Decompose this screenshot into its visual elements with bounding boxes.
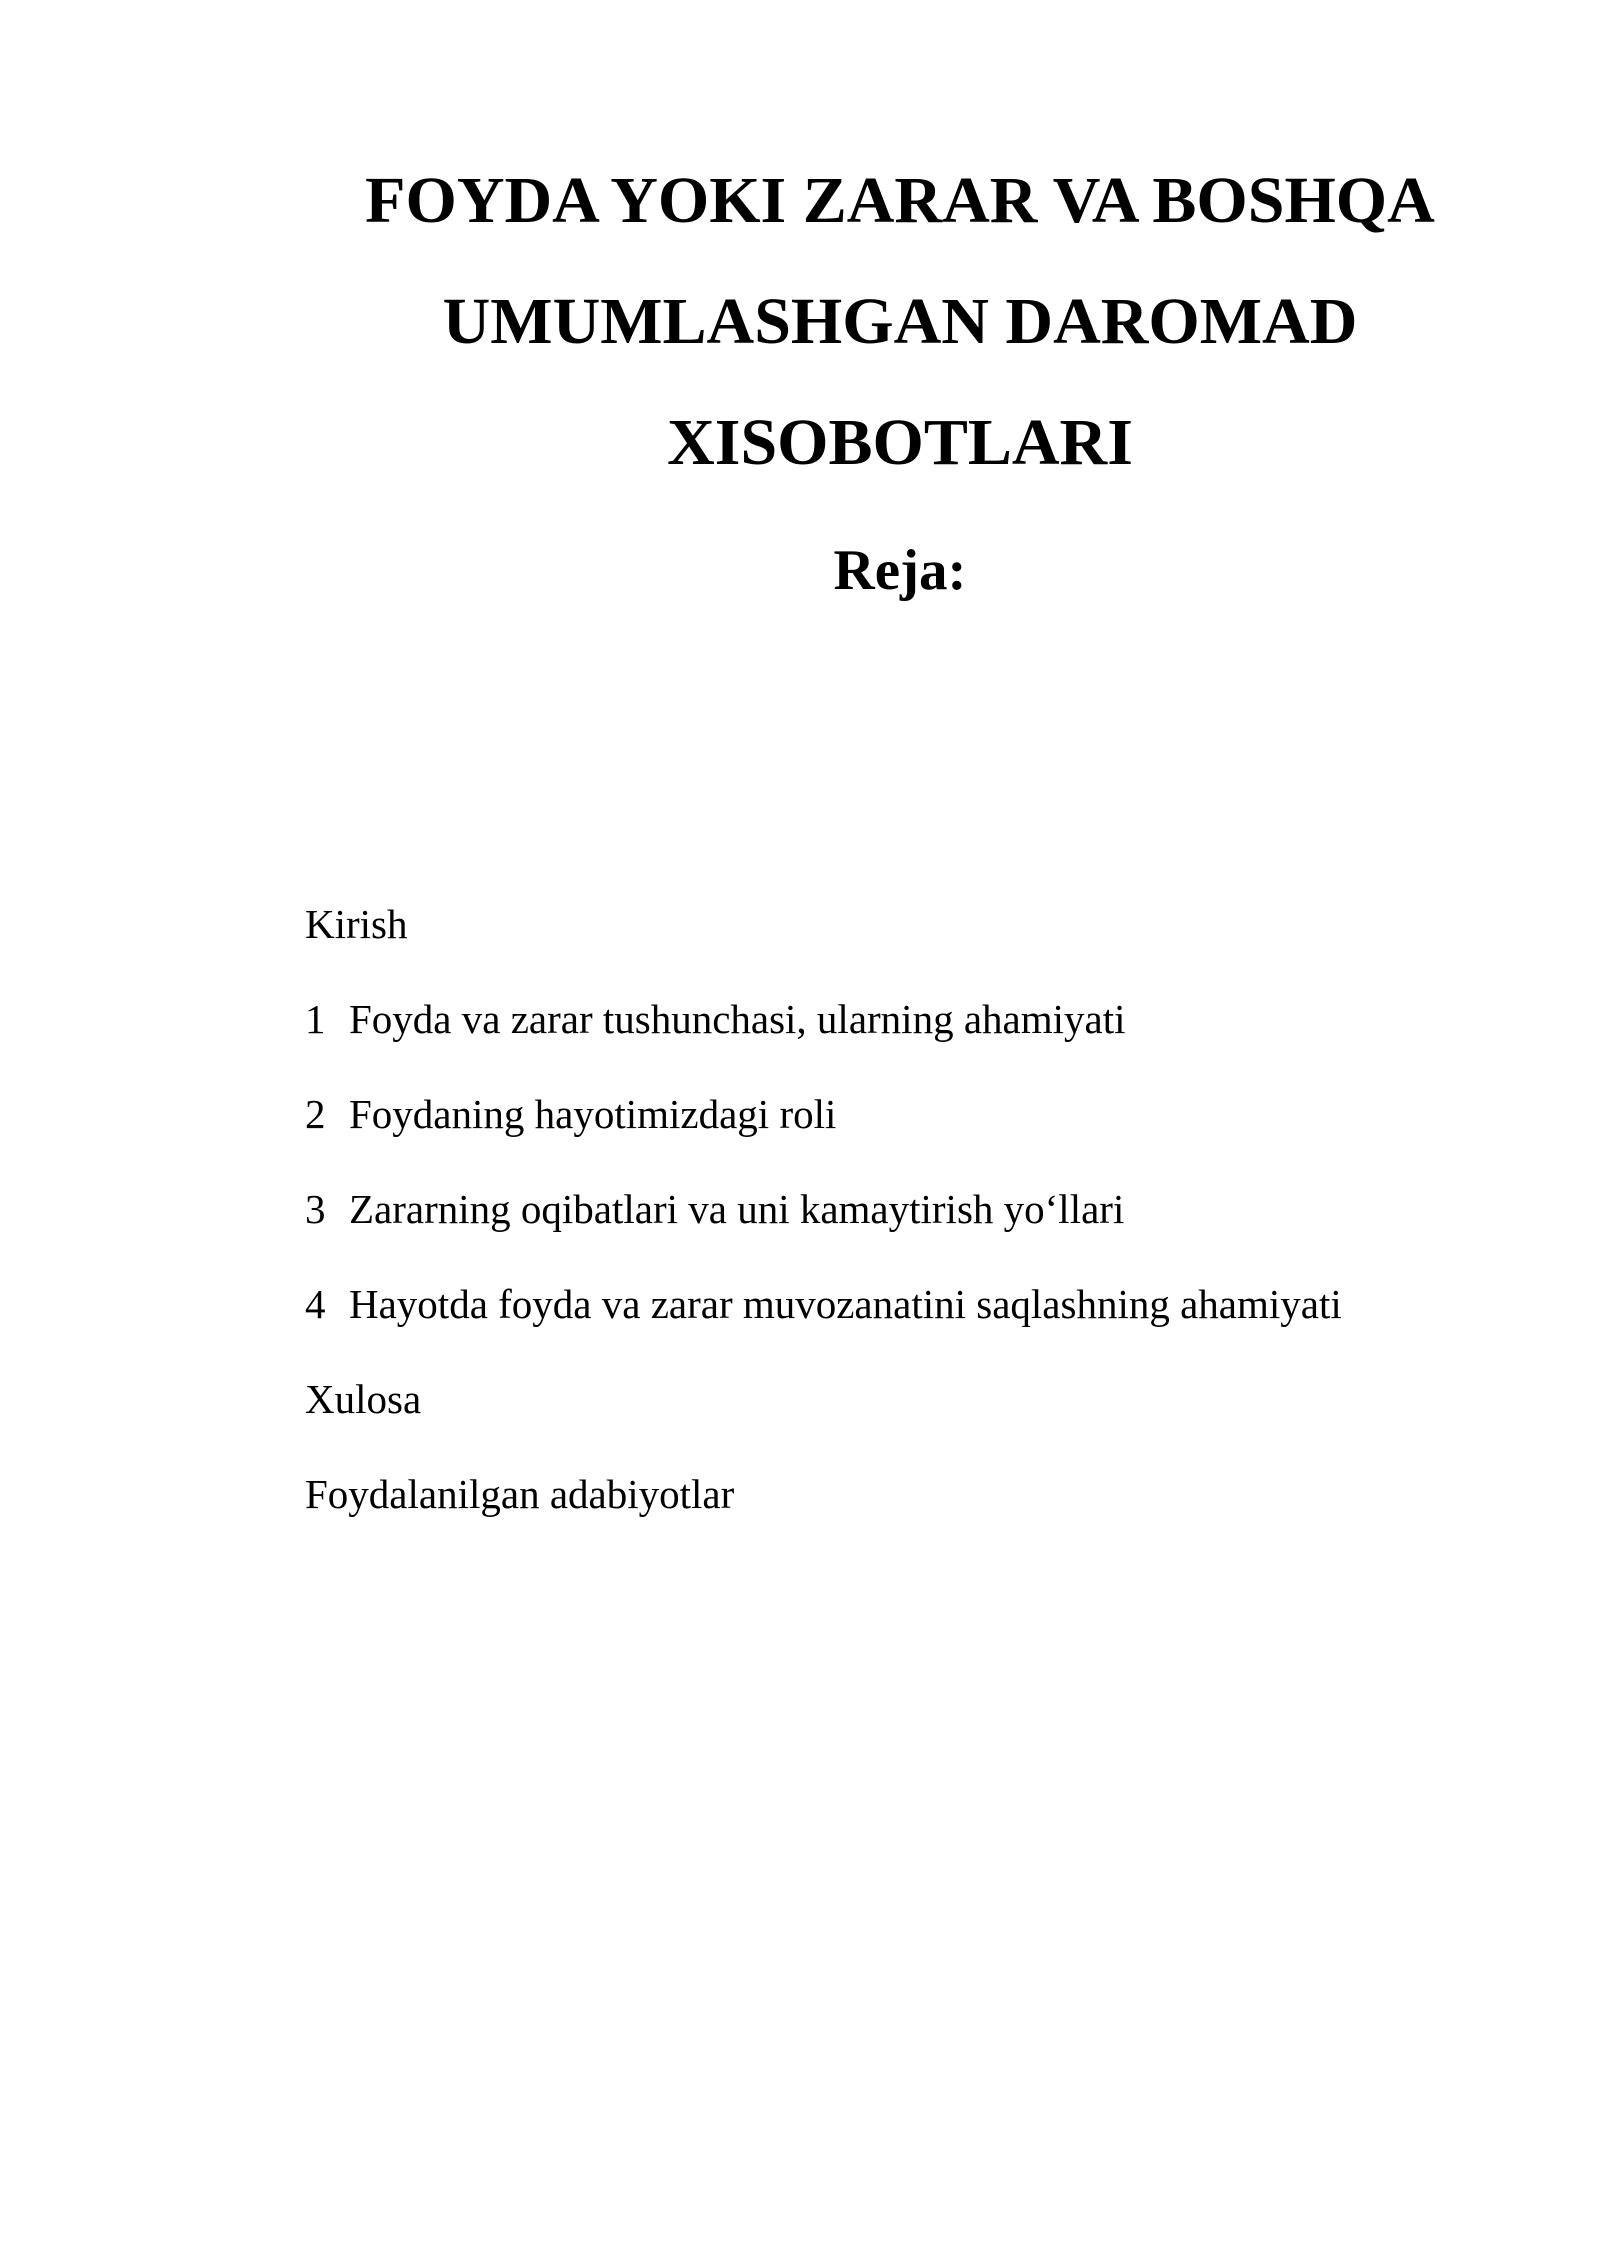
plan-item-text: Foydalanilgan adabiyotlar xyxy=(305,1471,735,1517)
title-line: UMUMLASHGAN DAROMAD xyxy=(442,285,1358,358)
plan-item-3 xyxy=(305,1185,1342,1233)
plan-item-text: Hayotda foyda va zarar muvozanatini saqlashning ahamiyati xyxy=(349,1281,1342,1327)
plan-item-number: 2 xyxy=(305,1091,326,1137)
title-line: FOYDA YOKI ZARAR VA BOSHQA xyxy=(365,164,1435,237)
plan-item-text: Zararning oqibatlari va uni kamaytirish yo‘llari xyxy=(349,1186,1125,1232)
plan-item-number: 4 xyxy=(305,1281,326,1327)
plan-item-number: 1 xyxy=(305,996,326,1042)
plan-item-text: Kirish xyxy=(305,901,408,947)
plan-heading: Reja: xyxy=(833,539,967,602)
plan-item-intro xyxy=(305,900,1342,948)
title-line: XISOBOTLARI xyxy=(667,406,1133,479)
plan-item-number: 3 xyxy=(305,1186,326,1232)
document-title xyxy=(300,140,1500,503)
plan-item-text: Foyda va zarar tushunchasi, ularning ahamiyati xyxy=(349,996,1126,1042)
plan-item-1 xyxy=(305,995,1342,1043)
plan-item-references xyxy=(305,1470,1342,1518)
plan-item-text: Foydaning hayotimizdagi roli xyxy=(349,1091,837,1137)
plan-item-4 xyxy=(305,1280,1342,1328)
plan-list xyxy=(305,900,1342,1565)
plan-item-2 xyxy=(305,1090,1342,1138)
plan-item-conclusion xyxy=(305,1375,1342,1423)
plan-item-text: Xulosa xyxy=(305,1376,422,1422)
